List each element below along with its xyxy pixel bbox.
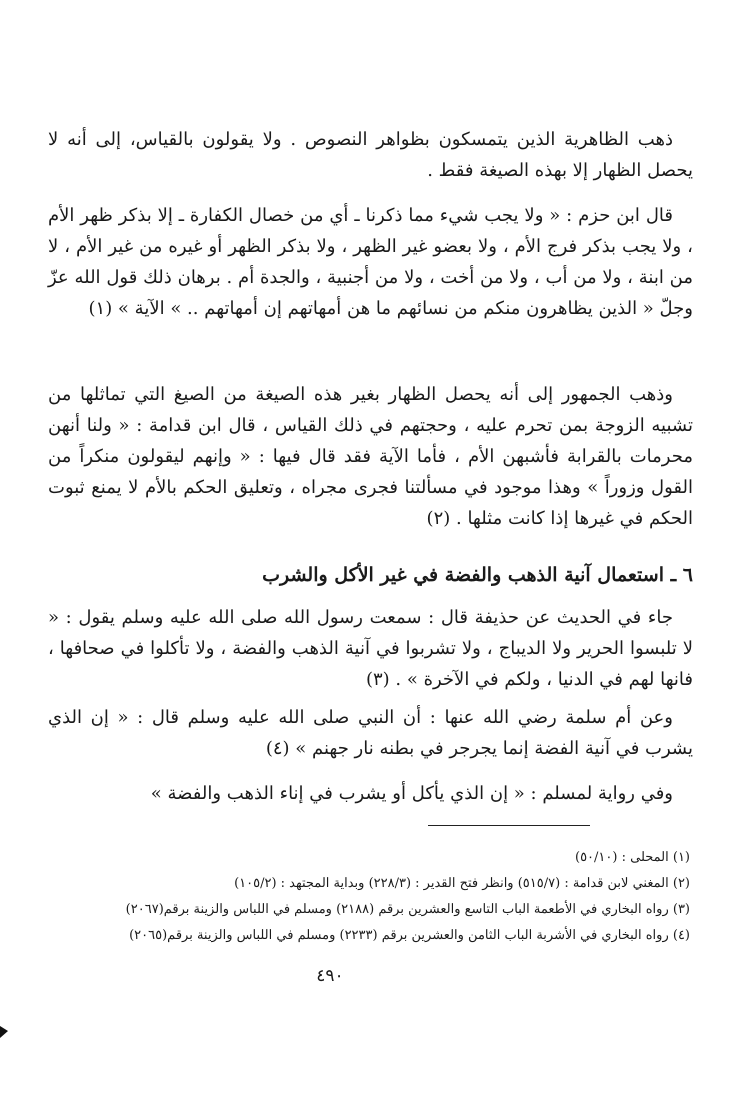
- footnote-1: (١) المحلى : (٥٠/١٠): [575, 850, 690, 865]
- paragraph-hudhayfa: جاء في الحديث عن حذيفة قال : سمعت رسول الله صلى الله عليه وسلم يقول : « لا تلبسوا الحرير ولا الديباج ، ولا تشربوا في آنية الذهب والفضة ، ولا تأكلوا في صحافها ، فانها لهم في الدنيا ، ولكم في الآخرة » . (٣): [48, 607, 693, 690]
- page-number: ٤٩٠: [316, 966, 344, 986]
- footnote-separator: [428, 825, 590, 826]
- section-heading: ٦ ـ استعمال آنية الذهب والفضة في غير الأكل والشرب: [262, 564, 693, 586]
- footnotes: [60, 845, 690, 949]
- paragraph-zahiriyya: ذهب الظاهرية الذين يتمسكون بظواهر النصوص . ولا يقولون بالقياس، إلى أنه لا يحصل الظهار إلا بهذه الصيغة فقط .: [48, 129, 693, 181]
- paragraph-umm-salama: وعن أم سلمة رضي الله عنها : أن النبي صلى الله عليه وسلم قال : « إن الذي يشرب في آنية الفضة إنما يجرجر في بطنه نار جهنم » (٤): [48, 707, 693, 759]
- paragraph-jumhur: وذهب الجمهور إلى أنه يحصل الظهار بغير هذه الصيغة من الصيغ التي تماثلها من تشبيه الزوجة بمن تحرم عليه ، وحجتهم في ذلك القياس ، قال ابن قدامة : « ولنا أنهن محرمات بالقرابة فأشبهن الأم ، فأما الآية فقد قال فيها : « وإنهم ليقولون منكراً من القول وزوراً » وهذا موجود في مسألتنا فجرى مجراه ، وتعليق الحكم بالأم لا يمنع ثبوت الحكم في غيرها إذا كانت مثلها . (٢): [48, 384, 693, 529]
- footnote-2: (٢) المغني لابن قدامة : (٥١٥/٧) وانظر فتح القدير : (٢٢٨/٣) وبداية المجتهد : (١٠٥/٢): [234, 876, 690, 891]
- footnote-4: (٤) رواه البخاري في الأشربة الباب الثامن والعشرين برقم (٢٢٣٣) ومسلم في اللباس والزينة برقم(٢٠٦٥): [129, 928, 690, 943]
- main-text: [48, 0, 693, 900]
- scan-edge-mark: [0, 1022, 10, 1042]
- paragraph-ibn-hazm: قال ابن حزم : « ولا يجب شيء مما ذكرنا ـ أي من خصال الكفارة ـ إلا بذكر ظهر الأم ، ولا يجب بذكر فرج الأم ، ولا بعضو غير الظهر ، ولا بذكر الظهر أو غيره من غير الأم ، لا من ابنة ، ولا من أب ، ولا من أخت ، ولا من أجنبية ، والجدة أم . برهان ذلك قول الله عزّ وجلّ « الذين يظاهرون منكم من نسائهم ما هن أمهاتهم إن أمهاتهم .. » الآية » (١): [48, 205, 693, 319]
- paragraph-muslim: وفي رواية لمسلم : « إن الذي يأكل أو يشرب في إناء الذهب والفضة »: [150, 783, 673, 804]
- footnote-3: (٣) رواه البخاري في الأطعمة الباب التاسع والعشرين برقم (٢١٨٨) ومسلم في اللباس والزينة برقم(٢٠٦٧): [125, 902, 690, 917]
